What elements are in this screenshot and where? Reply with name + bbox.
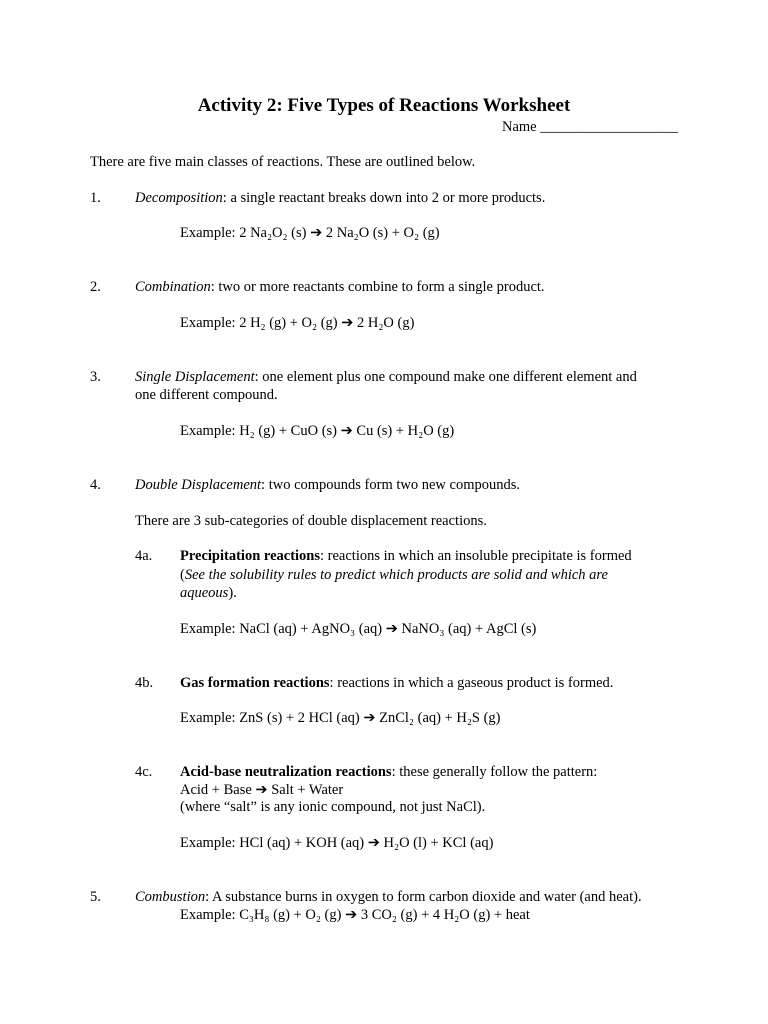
- item-definition: [135, 476, 520, 494]
- name-label: Name ___________________: [502, 119, 678, 135]
- solubility-note: (See the solubility rules to predict which products are solid and which are: [180, 567, 608, 583]
- worksheet-title: Activity 2: Five Types of Reactions Worksheet: [197, 95, 571, 116]
- reaction-type-description: : two compounds form two new compounds.: [261, 477, 521, 493]
- reaction-type-term: Decomposition: [135, 190, 223, 206]
- item-definition: [135, 278, 545, 296]
- example-equation: Example: 2 H₂ (g) + O₂ (g) ➔ 2 H₂O (g): [180, 315, 415, 331]
- example-equation: Example: ZnS (s) + 2 HCl (aq) ➔ ZnCl₂ (aq) + H₂S (g): [180, 710, 501, 726]
- item-definition: [135, 368, 637, 386]
- item-number: 4.: [90, 477, 101, 493]
- reaction-type-description: : a single reactant breaks down into 2 or more products.: [222, 190, 546, 206]
- example-equation: Example: NaCl (aq) + AgNO₃ (aq) ➔ NaNO₃ (aq) + AgCl (s): [180, 621, 537, 637]
- subitem-number: 4b.: [135, 675, 154, 691]
- reaction-type-term: Double Displacement: [135, 477, 262, 493]
- subitem-term: Precipitation reactions: [180, 548, 321, 564]
- reaction-type-description: : two or more reactants combine to form a single product.: [210, 279, 545, 295]
- item-number: 1.: [90, 190, 101, 206]
- reaction-type-description-continued: one different compound.: [135, 387, 278, 403]
- subitem-description: : reactions in which a gaseous product is formed.: [329, 675, 614, 691]
- item-definition: [135, 888, 642, 906]
- solubility-note-continued: aqueous).: [180, 585, 237, 601]
- subitem-term: Gas formation reactions: [180, 675, 330, 691]
- intro-text: There are five main classes of reactions. These are outlined below.: [90, 154, 476, 170]
- subitem-term: Acid-base neutralization reactions: [180, 764, 392, 780]
- salt-note: (where “salt” is any ionic compound, not just NaCl).: [180, 799, 486, 815]
- example-equation: Example: C₃H₈ (g) + O₂ (g) ➔ 3 CO₂ (g) + 4 H₂O (g) + heat: [180, 907, 530, 923]
- item-definition: [135, 189, 545, 207]
- reaction-type-description: : A substance burns in oxygen to form carbon dioxide and water (and heat).: [205, 889, 642, 905]
- example-equation: Example: HCl (aq) + KOH (aq) ➔ H₂O (l) + KCl (aq): [180, 835, 494, 851]
- subitem-description: : reactions in which an insoluble precipitate is formed: [320, 548, 632, 564]
- reaction-type-term: Combination: [135, 279, 211, 295]
- reaction-type-description: : one element plus one compound make one different element and: [254, 369, 637, 385]
- item-number: 3.: [90, 369, 101, 385]
- item-number: 5.: [90, 889, 101, 905]
- subitem-definition: [180, 763, 597, 781]
- subitem-number: 4a.: [135, 548, 153, 564]
- subitem-number: 4c.: [135, 764, 153, 780]
- subitem-description: : these generally follow the pattern:: [391, 764, 598, 780]
- subitem-definition: [180, 674, 613, 692]
- acid-base-pattern: Acid + Base ➔ Salt + Water: [180, 782, 344, 798]
- example-equation: Example: 2 Na₂O₂ (s) ➔ 2 Na₂O (s) + O₂ (g): [180, 225, 440, 241]
- reaction-type-term: Combustion: [135, 889, 206, 905]
- subcategory-note: There are 3 sub-categories of double displacement reactions.: [135, 513, 487, 529]
- item-number: 2.: [90, 279, 101, 295]
- example-equation: Example: H₂ (g) + CuO (s) ➔ Cu (s) + H₂O (g): [180, 423, 455, 439]
- subitem-definition: [180, 547, 632, 565]
- reaction-type-term: Single Displacement: [135, 369, 255, 385]
